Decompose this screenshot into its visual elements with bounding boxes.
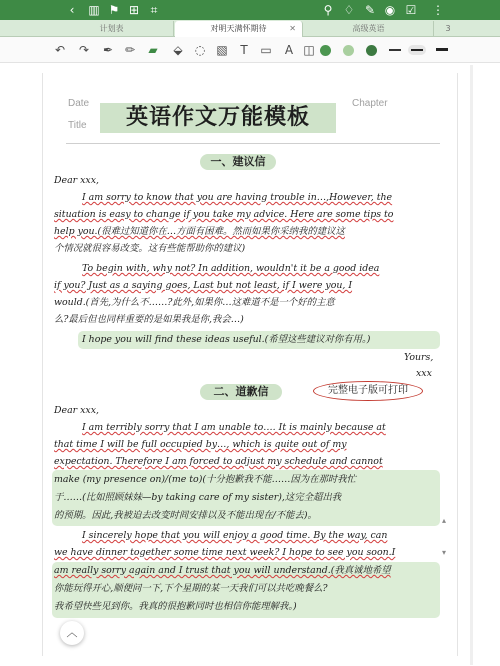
shirt-icon[interactable]: ♢ — [343, 3, 355, 17]
eye-icon[interactable]: ◉ — [384, 3, 396, 17]
drawing-toolbar — [0, 37, 500, 63]
more-icon[interactable]: ⋮ — [432, 3, 444, 17]
top-toolbar — [0, 0, 500, 20]
pen-edit-icon[interactable]: ✎ — [364, 3, 376, 17]
letter1-line: situation is easy to change if you take my advice. Here are some tips to — [54, 209, 394, 220]
text-recognize-icon[interactable]: A — [284, 43, 294, 57]
color-swatch-dark-green[interactable] — [366, 45, 377, 56]
letter2-line: 的预期。因此,我被迫去改变时间安排以及不能出现在/不能去)。 — [54, 510, 317, 521]
chapter-label: Chapter — [352, 98, 388, 109]
stroke-medium — [411, 49, 423, 51]
letter1-line: To begin with, why not? In addition, wouldn't it be a good idea — [82, 263, 380, 274]
letter1-line: 么?最后但也同样重要的是如果我是你,我会…) — [54, 314, 244, 325]
tab-advanced-english[interactable] — [304, 21, 434, 37]
tab-bar — [0, 20, 500, 37]
stroke-thin[interactable] — [389, 49, 401, 51]
letter1-line: I am sorry to know that you are having trouble in…,However, the — [82, 192, 393, 203]
letter2-line: 于……(比如照顾妹妹—by taking care of my sister),这完全超出我 — [54, 492, 342, 503]
text-box-icon[interactable]: T — [240, 43, 248, 57]
date-label: Date — [68, 98, 90, 109]
image-icon[interactable]: ▧ — [216, 43, 228, 57]
redo-icon[interactable]: ↷ — [78, 43, 90, 57]
letter1-greeting: Dear xxx, — [54, 175, 99, 186]
ruler-icon[interactable]: ◫ — [303, 43, 315, 57]
tab-count[interactable] — [436, 21, 460, 37]
bookmark-icon[interactable]: ⚑ — [108, 3, 120, 17]
section-apology-letter: 二、道歉信 — [200, 384, 282, 400]
letter1-line-text: help you.(很难过知道你在…方面有困难。然而如果你采纳我的建议这 — [54, 226, 345, 237]
highlighter-icon[interactable]: ▰ — [148, 43, 158, 57]
add-page-icon[interactable]: ⊞ — [128, 3, 140, 17]
letter2-greeting: Dear xxx, — [54, 405, 99, 416]
scroll-top-button[interactable] — [60, 621, 84, 645]
letter2-line: am really sorry again and I trust that you will understand.(我真诚地希望 — [54, 565, 391, 576]
scroll-down-icon[interactable]: ▾ — [442, 548, 447, 557]
letter2-line: we have dinner together some time next week? I hope to see you soon.I — [54, 547, 396, 558]
letter1-sign-name: xxx — [416, 368, 432, 379]
shape-icon[interactable]: ▭ — [260, 43, 272, 57]
scroll-up-icon[interactable]: ▴ — [442, 516, 447, 525]
tab-label: 高级英语 — [352, 24, 385, 33]
tab-tomorrow[interactable] — [175, 21, 303, 37]
letter1-line: 个情况就很容易改变。这有些能帮助你的建议) — [54, 243, 246, 254]
letter1-sign-yours: Yours, — [404, 352, 434, 363]
eraser-icon[interactable]: ⬙ — [173, 43, 183, 57]
crop-icon[interactable]: ⌗ — [150, 3, 158, 17]
tab-label: 对明天满怀期待 — [210, 24, 267, 33]
letter2-line: 我希望快些见到你。我真的很抱歉同时也相信你能理解我。) — [54, 601, 297, 612]
page-scrollbar[interactable] — [470, 65, 473, 665]
tab-label: 计划表 — [99, 24, 124, 33]
tab-plan[interactable] — [50, 21, 174, 37]
letter1-line: would.(首先,为什么不……?此外,如果你…这难道不是一个好的主意 — [54, 297, 335, 308]
checkbox-icon[interactable]: ☑ — [405, 3, 417, 17]
undo-icon[interactable]: ↶ — [54, 43, 66, 57]
letter2-line: make (my presence on)/(me to)(十分抱歉我不能……因为在那时我忙 — [54, 474, 357, 485]
pencil-icon[interactable]: ✏ — [124, 43, 136, 57]
letter1-line: if you? Just as a saying goes, Last but not least, if I were you, I — [54, 280, 353, 291]
color-swatch-light-green[interactable] — [343, 45, 354, 56]
letter2-line: 你能玩得开心,顺便问一下,下个星期的某一天我们可以共吃晚餐么? — [54, 583, 328, 594]
letter2-line: I sincerely hope that you will enjoy a good time. By the way, can — [82, 530, 388, 541]
back-icon[interactable]: ‹ — [69, 3, 75, 17]
panel-icon[interactable]: ▥ — [88, 3, 100, 17]
letter2-line: that time I will be full occupied by…, which is quite out of my — [54, 439, 347, 450]
title-label: Title — [68, 120, 87, 131]
close-tab-icon[interactable]: ✕ — [289, 24, 296, 33]
letter2-line: expectation. Therefore I am forced to adjust my schedule and cannot — [54, 456, 383, 467]
header-divider — [66, 143, 440, 144]
letter1-line — [54, 225, 345, 239]
printable-stamp: 完整电子版可打印 — [313, 381, 423, 401]
chevron-up-icon: ︿ — [66, 626, 78, 639]
stroke-thick[interactable] — [436, 48, 448, 51]
pen-icon[interactable]: ✒ — [102, 43, 114, 57]
tab-count-label: 3 — [445, 24, 451, 33]
page-title: 英语作文万能模板 — [100, 103, 336, 133]
letter2-line: I am terribly sorry that I am unable to…. It is mainly because at — [82, 422, 386, 433]
color-swatch-green[interactable] — [320, 45, 331, 56]
search-icon[interactable]: ⚲ — [323, 3, 333, 17]
letter1-line: I hope you will find these ideas useful.(希望这些建议对你有用。) — [82, 334, 371, 345]
lasso-icon[interactable]: ◌ — [194, 43, 206, 57]
section-advice-letter: 一、建议信 — [200, 154, 276, 170]
